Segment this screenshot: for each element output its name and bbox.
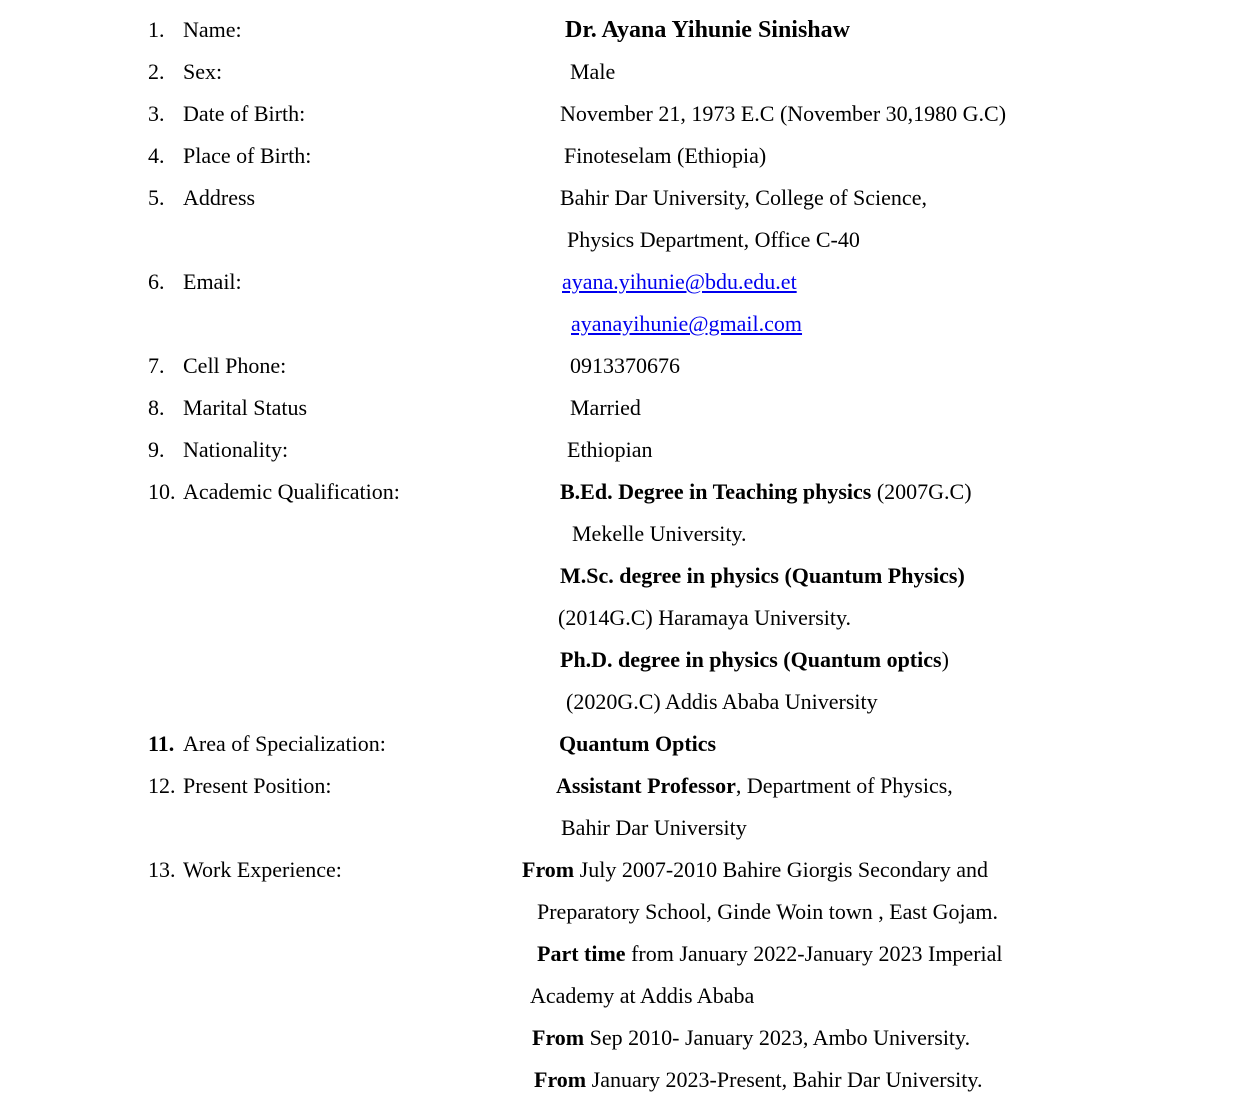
- value-line: [522, 555, 1241, 597]
- item-label: Address: [183, 185, 256, 210]
- cv-row: [0, 723, 1241, 765]
- item-label: Place of Birth:: [183, 143, 312, 168]
- item-label: Academic Qualification:: [183, 479, 400, 504]
- value-line: [522, 93, 1241, 135]
- item-value: [522, 135, 1241, 177]
- item-label: Nationality:: [183, 437, 289, 462]
- item-value: [522, 723, 1241, 765]
- cv-row: [0, 387, 1241, 429]
- value-text-bold: B.Ed. Degree in Teaching physics: [560, 479, 872, 504]
- value-text: from January 2022-January 2023 Imperial: [625, 941, 1003, 966]
- item-label: Area of Specialization:: [183, 731, 386, 756]
- item-value: [522, 177, 1241, 261]
- item-number: 6.: [148, 269, 165, 294]
- value-text: Ethiopian: [567, 437, 653, 462]
- item-label: Name:: [183, 17, 242, 42]
- item-number: 8.: [148, 395, 165, 420]
- value-text: Mekelle University.: [572, 521, 747, 546]
- item-label: Work Experience:: [183, 857, 342, 882]
- item-value: [522, 471, 1241, 723]
- value-line: [522, 891, 1241, 933]
- item-label: Sex:: [183, 59, 223, 84]
- value-line: [522, 513, 1241, 555]
- item-number: 9.: [148, 437, 165, 462]
- value-text-bold: Dr. Ayana Yihunie Sinishaw: [565, 17, 850, 43]
- cv-row: [0, 471, 1241, 723]
- email-link[interactable]: ayanayihunie@gmail.com: [571, 311, 803, 336]
- cv-row: [0, 177, 1241, 261]
- value-text-bold: Ph.D. degree in physics (Quantum optics: [560, 647, 942, 672]
- value-text-bold: Part time: [537, 941, 626, 966]
- cv-row: [0, 849, 1241, 1101]
- cv-row: [0, 135, 1241, 177]
- value-text-bold: M.Sc. degree in physics (Quantum Physics): [560, 563, 965, 588]
- item-number: 13.: [148, 857, 176, 882]
- value-text: Preparatory School, Ginde Woin town , East Gojam.: [537, 899, 998, 924]
- value-line: [522, 765, 1241, 807]
- value-text: , Department of Physics,: [735, 773, 953, 798]
- value-line: [522, 849, 1241, 891]
- value-line: [522, 429, 1241, 471]
- cv-rows: [0, 9, 1241, 1101]
- value-text-bold: From: [522, 857, 575, 882]
- cv-row: [0, 261, 1241, 345]
- value-text: November 21, 1973 E.C (November 30,1980 G.C): [560, 101, 1007, 126]
- item-label: Cell Phone:: [183, 353, 287, 378]
- value-text: ): [941, 647, 949, 672]
- item-value: [522, 345, 1241, 387]
- value-text: January 2023-Present, Bahir Dar University.: [586, 1067, 983, 1092]
- value-line: [522, 51, 1241, 93]
- item-label: Present Position:: [183, 773, 332, 798]
- value-line: [522, 597, 1241, 639]
- value-text-bold: From: [532, 1025, 585, 1050]
- item-label: Email:: [183, 269, 242, 294]
- cv-row: [0, 93, 1241, 135]
- item-number: 7.: [148, 353, 165, 378]
- value-text-bold: Assistant Professor: [556, 773, 736, 798]
- value-text: Bahir Dar University: [561, 815, 747, 840]
- cv-row: [0, 51, 1241, 93]
- item-label: Marital Status: [183, 395, 308, 420]
- item-number: 10.: [148, 479, 176, 504]
- item-value: [522, 849, 1241, 1101]
- value-text: (2020G.C) Addis Ababa University: [566, 689, 878, 714]
- value-text: July 2007-2010 Bahire Giorgis Secondary and: [574, 857, 989, 882]
- value-text: 0913370676: [570, 353, 680, 378]
- value-line: [522, 387, 1241, 429]
- value-text-bold: Quantum Optics: [559, 731, 717, 756]
- item-value: [522, 765, 1241, 849]
- item-number: 12.: [148, 773, 176, 798]
- value-line: [522, 807, 1241, 849]
- value-line: [522, 135, 1241, 177]
- value-line: [522, 933, 1241, 975]
- item-value: [522, 429, 1241, 471]
- item-number: 3.: [148, 101, 165, 126]
- value-text: Married: [570, 395, 641, 420]
- cv-row: [0, 429, 1241, 471]
- item-value: [522, 387, 1241, 429]
- item-number: 1.: [148, 17, 165, 42]
- item-value: [522, 51, 1241, 93]
- value-line: [522, 345, 1241, 387]
- cv-row: [0, 9, 1241, 51]
- value-line: [522, 723, 1241, 765]
- item-value: [522, 9, 1241, 51]
- cv-row: [0, 345, 1241, 387]
- item-value: [522, 93, 1241, 135]
- value-text: (2007G.C): [871, 479, 972, 504]
- email-link[interactable]: ayana.yihunie@bdu.edu.et: [562, 269, 797, 294]
- value-line: [522, 219, 1241, 261]
- value-line: [522, 639, 1241, 681]
- item-value: [522, 261, 1241, 345]
- value-line: [522, 975, 1241, 1017]
- value-line: [522, 1017, 1241, 1059]
- value-line: [522, 177, 1241, 219]
- value-text: Academy at Addis Ababa: [530, 983, 755, 1008]
- value-text: Male: [570, 59, 616, 84]
- value-text: Sep 2010- January 2023, Ambo University.: [584, 1025, 971, 1050]
- item-number: 11.: [148, 731, 175, 756]
- value-line: [522, 303, 1241, 345]
- value-line: [522, 1059, 1241, 1101]
- item-number: 4.: [148, 143, 165, 168]
- value-text: Bahir Dar University, College of Science,: [560, 185, 927, 210]
- value-line: [522, 9, 1241, 51]
- value-text: Physics Department, Office C-40: [567, 227, 860, 252]
- value-line: [522, 261, 1241, 303]
- item-label: Date of Birth:: [183, 101, 306, 126]
- value-line: [522, 471, 1241, 513]
- item-number: 2.: [148, 59, 165, 84]
- item-number: 5.: [148, 185, 165, 210]
- value-text: Finoteselam (Ethiopia): [564, 143, 767, 168]
- value-text: (2014G.C) Haramaya University.: [558, 605, 852, 630]
- value-line: [522, 681, 1241, 723]
- cv-row: [0, 765, 1241, 849]
- value-text-bold: From: [534, 1067, 587, 1092]
